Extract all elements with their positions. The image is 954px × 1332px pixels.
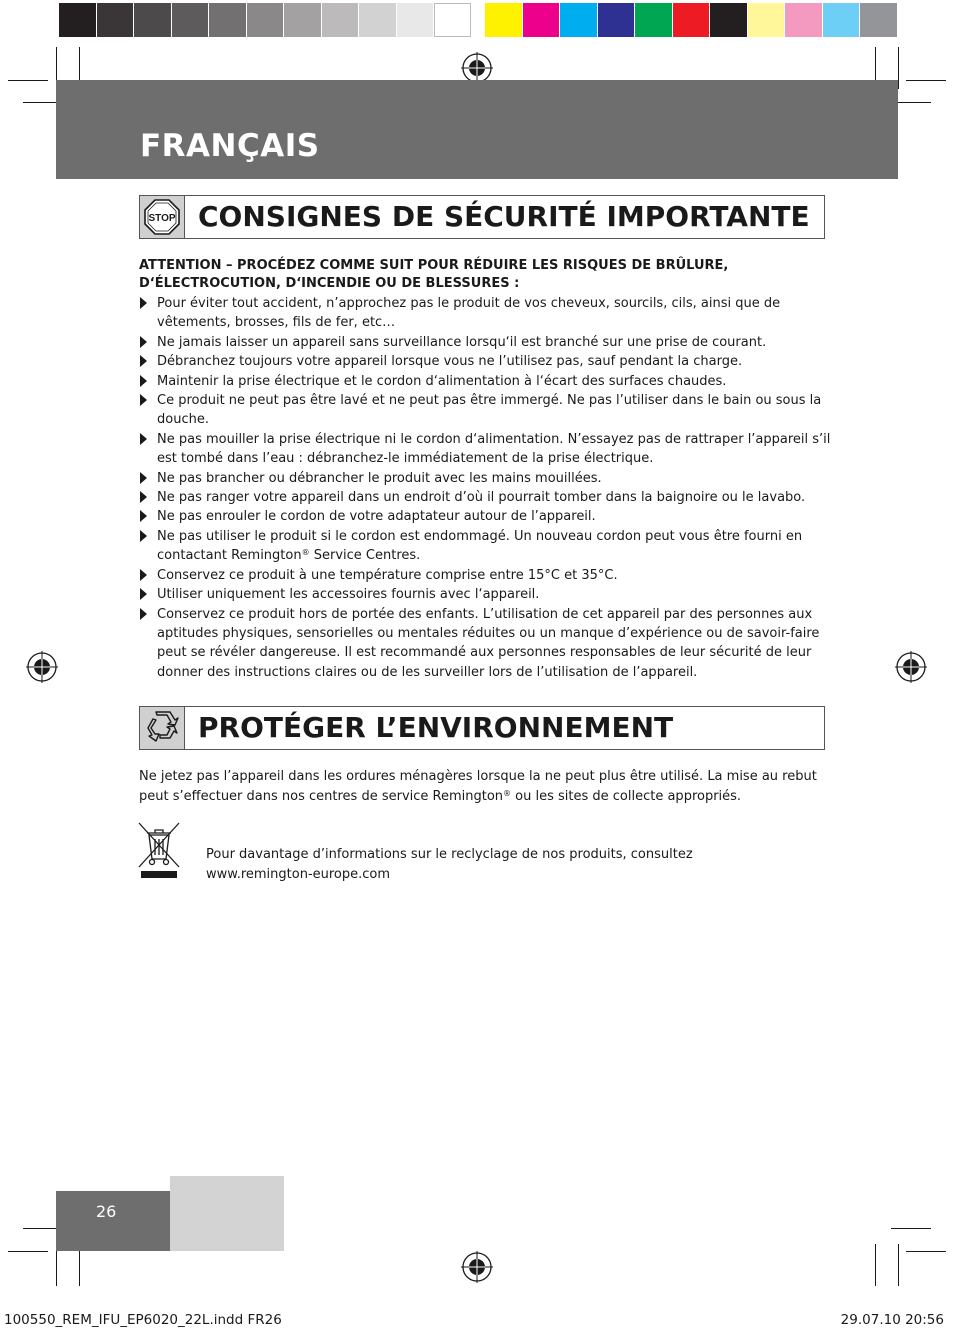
crop-mark [8,80,48,81]
color-swatch [434,3,471,37]
recycling-info-text: Pour davantage d’informations sur le reclyclage de nos produits, consultez [206,847,693,862]
attention-warning: ATTENTION – PROCÉDEZ COMME SUIT POUR RÉDUIRE LES RISQUES DE BRÛLURE, D‘ÉLECTROCUTION, D‘INCENDIE OU DE BLESSURES : [139,258,729,291]
footer-datetime: 29.07.10 20:56 [840,1312,944,1328]
registration-mark-icon [895,651,927,683]
list-item: Ne jamais laisser un appareil sans surveillance lorsqu‘il est branché sur une prise de courant. [139,333,844,352]
color-swatch [860,3,897,37]
recycle-icon [140,707,185,749]
color-swatch [635,3,672,37]
svg-text:STOP: STOP [148,213,176,224]
color-swatch [598,3,635,37]
color-swatch [284,3,321,37]
crossed-bin-icon [137,821,181,879]
environment-section-header [139,706,825,750]
safety-instructions-list [139,294,844,682]
list-item: Pour éviter tout accident, n’approchez pas le produit de vos cheveux, sourcils, cils, ainsi que de vêtements, brosses, fils de fer, etc… [139,294,844,333]
safety-section-header [139,195,825,239]
color-swatch [97,3,134,37]
stop-sign-icon [140,196,185,238]
list-item: Ne pas utiliser le produit si le cordon est endommagé. Un nouveau cordon peut vous être fourni en contactant Remington® Service Centres. [139,527,844,566]
color-swatch [710,3,747,37]
page-tab [56,1191,170,1251]
footer-file-name: 100550_REM_IFU_EP6020_22L.indd FR26 [4,1312,282,1328]
environment-section-title: PROTÉGER L’ENVIRONNEMENT [198,711,674,744]
color-swatch [523,3,560,37]
crop-mark [906,1251,946,1252]
list-item: Conservez ce produit hors de portée des enfants. L’utilisation de cet appareil par des personnes aux aptitudes physiques, sensorielles ou mentales réduites ou un manque d’expérience ou de savoir-faire peut se révéler dangereuse. Il est recommandé aux personnes responsables de leur sécurité de leur donner des instructions claires ou de les surveiller lors de l’utilisation de l’appareil. [139,605,844,683]
color-swatch [560,3,597,37]
color-swatch [209,3,246,37]
color-swatch [748,3,785,37]
crop-mark [906,80,946,81]
color-swatch [397,3,434,37]
color-swatch [485,3,522,37]
recycling-info [206,845,806,884]
color-swatch [673,3,710,37]
crop-mark [891,1228,931,1229]
crop-mark [898,1244,899,1286]
list-item: Ne pas ranger votre appareil dans un endroit d’où il pourrait tomber dans la baignoire ou le lavabo. [139,488,844,507]
color-swatch [359,3,396,37]
list-item: Ne pas brancher ou débrancher le produit avec les mains mouillées. [139,469,844,488]
page-number: 26 [96,1202,117,1221]
color-swatch [59,3,96,37]
color-swatch [785,3,822,37]
list-item: Débranchez toujours votre appareil lorsque vous ne l’utilisez pas, sauf pendant la charge. [139,352,844,371]
list-item: Ne pas mouiller la prise électrique ni le cordon d‘alimentation. N’essayez pas de rattraper l’appareil s’il est tombé dans l’eau : débranchez-le immédiatement de la prise électrique. [139,430,844,469]
safety-section-title: CONSIGNES DE SÉCURITÉ IMPORTANTE [198,200,810,233]
registration-mark-icon [461,1251,493,1283]
language-heading: FRANÇAIS [140,128,320,164]
color-swatch [823,3,860,37]
crop-mark [875,1244,876,1286]
color-swatch [322,3,359,37]
list-item: Conservez ce produit à une température comprise entre 15°C et 35°C. [139,566,844,585]
color-swatch [172,3,209,37]
color-swatch [247,3,284,37]
list-item: Maintenir la prise électrique et le cordon d‘alimentation à l‘écart des surfaces chaudes. [139,372,844,391]
list-item: Ne pas enrouler le cordon de votre adaptateur autour de l’appareil. [139,507,844,526]
environment-paragraph: Ne jetez pas l’appareil dans les ordures ménagères lorsque la ne peut plus être utilisé. La mise au rebut peut s’effectuer dans nos centres de service Remington® ou les sites de collecte appropriés. [139,769,817,804]
page-tab-light [170,1176,284,1251]
crop-mark [898,47,899,89]
crop-mark [8,1251,48,1252]
registration-mark-icon [26,651,58,683]
color-swatch [134,3,171,37]
recycling-website-link[interactable]: www.remington-europe.com [206,866,391,882]
list-item: Utiliser uniquement les accessoires fournis avec l‘appareil. [139,585,844,604]
list-item: Ce produit ne peut pas être lavé et ne peut pas être immergé. Ne pas l’utiliser dans le bain ou sous la douche. [139,391,844,430]
